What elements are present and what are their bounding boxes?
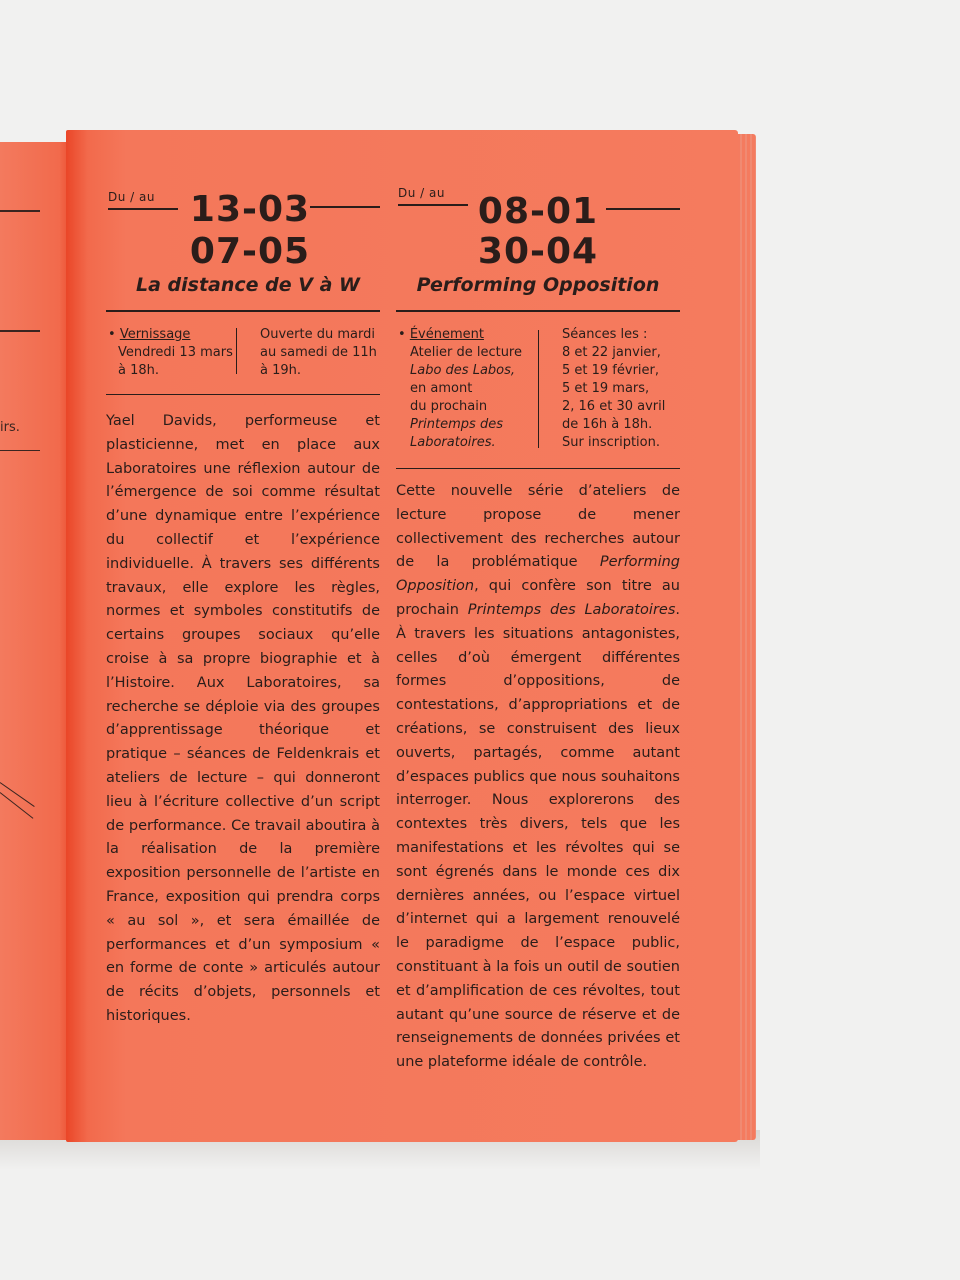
event-2-info-divider	[538, 330, 539, 448]
event-1-info-left	[108, 326, 233, 380]
event-2-date-start: 08-01	[477, 191, 599, 232]
left-page-rule	[0, 330, 40, 332]
event-column-2	[396, 130, 680, 1071]
event-2-session-line: Sur inscription.	[562, 435, 660, 450]
event-2-info-left	[398, 326, 522, 452]
event-1-title: La distance de V à W	[136, 274, 360, 296]
event-1-hours-line: à 19h.	[260, 363, 302, 378]
event-1-info-label: Vernissage	[119, 327, 191, 342]
event-2-du-au-label: Du / au	[398, 186, 445, 200]
event-2-info-line: en amont	[410, 381, 473, 396]
event-2-header	[396, 130, 680, 305]
event-2-info-line: Atelier de lecture	[410, 345, 522, 360]
event-2-title-rule	[396, 310, 680, 312]
event-2-info-line: Laboratoires.	[410, 435, 496, 450]
event-1-info-right	[260, 326, 377, 380]
event-2-body-text: Cette nouvelle série d’ateliers de lecture propose de mener collectivement des recherches autour de la problématique	[396, 483, 680, 571]
left-page-line	[0, 450, 40, 451]
event-2-body-emphasis: Performing Opposition	[396, 554, 680, 595]
event-1-body: Yael Davids, performeuse et plasticienne, met en place aux Laboratoires une réflexion autour de l’émergence de soi comme résultat d’une dynamique entre l’expérience du collectif et l’expérience individuelle. À travers ses différents travaux, elle explore les règles, normes et symboles constitutifs de certains groupes sociaux qu’elle croise à sa propre biographie et à l’Histoire. Aux Laboratoires, sa recherche se déploie via des groupes d’apprentissage théorique et pratique – séances de Feldenkrais et ateliers de lecture – qui donneront lieu à l’écriture collective d’un script de performance. Ce travail aboutira à la réalisation de la première exposition personnelle de l’artiste en France, exposition qui prendra corps « au sol », et sera émaillée de performances et d’un symposium « en forme de conte » articulés autour de récits d’objets, personnels et historiques.	[106, 413, 380, 1024]
event-2-session-line: Séances les :	[562, 327, 648, 342]
event-2-date-end: 30-04	[477, 231, 599, 272]
event-2-session-line: de 16h à 18h.	[562, 417, 653, 432]
event-2-info-line: Labo des Labos,	[410, 363, 516, 378]
event-2-session-line: 5 et 19 mars,	[562, 381, 650, 396]
right-page	[66, 130, 738, 1142]
event-1-header	[106, 130, 380, 305]
left-page	[0, 142, 74, 1140]
event-2-info-line: Printemps des	[410, 417, 503, 432]
event-1-du-au-label: Du / au	[108, 190, 155, 204]
event-1-title-rule	[106, 310, 380, 312]
event-2-info-line: du prochain	[410, 399, 488, 414]
event-2-info-label: Événement	[409, 327, 484, 342]
event-1-info-line: Vendredi 13 mars	[118, 345, 233, 360]
event-2-bullet: •	[398, 327, 406, 342]
event-2-body-text: , qui confère son titre au prochain	[396, 578, 680, 618]
event-column-1	[106, 130, 380, 1024]
event-2-info-rule	[396, 468, 680, 469]
event-2-session-line: 5 et 19 février,	[562, 363, 660, 378]
event-1-hours-line: au samedi de 11h	[260, 345, 377, 360]
left-page-rule	[0, 210, 40, 212]
event-2-session-line: 8 et 22 janvier,	[562, 345, 661, 360]
event-1-hours-line: Ouverte du mardi	[260, 327, 375, 342]
left-page-diagonal	[0, 782, 35, 807]
event-2-session-line: 2, 16 et 30 avril	[562, 399, 666, 414]
event-1-date-end: 07-05	[189, 231, 311, 272]
event-2-body-emphasis: Printemps des Laboratoires	[467, 601, 676, 618]
event-2-body-text: . À travers les situations antagonistes, celles d’où émergent différentes formes d’oppositions, de contestations, d’appropriations et de créations, se construisent des lieux ouverts, partagés, comme autant d’espaces publics que nous souhaitons interroger. Nous explorerons des contextes très divers, tels que les manifestations et les révoltes qui se sont égrenés dans le monde ces dix dernières années, ou l’espace virtuel d’internet qui a largement renouvelé le paradigme de l’espace public, constituant à la fois un outil de soutien et d’amplification de ces révoltes, tout autant qu’une source de réserve et de renseignements de données privées et une plateforme idéale de contrôle.	[396, 601, 680, 1071]
event-1-info-divider	[236, 328, 237, 374]
left-page-diagonal	[0, 792, 33, 819]
event-1-info-line: à 18h.	[118, 363, 160, 378]
event-2-info-right	[562, 326, 665, 452]
event-1-date-start: 13-03	[189, 189, 311, 230]
event-2-body	[396, 480, 680, 1075]
left-page-fragment: irs.	[0, 420, 20, 435]
event-1-bullet: •	[108, 327, 116, 342]
event-2-title: Performing Opposition	[416, 274, 660, 296]
event-1-info-rule	[106, 394, 380, 395]
